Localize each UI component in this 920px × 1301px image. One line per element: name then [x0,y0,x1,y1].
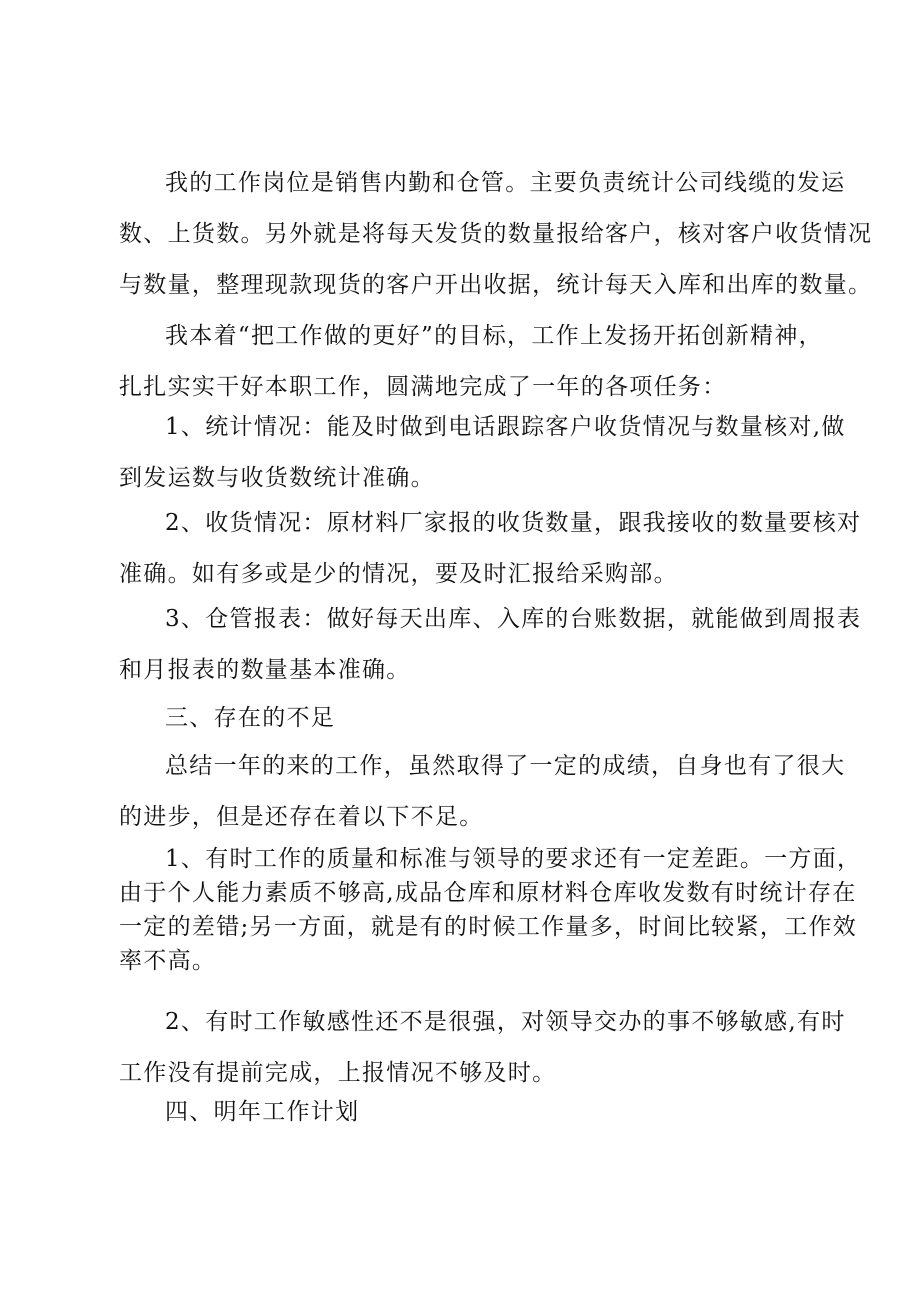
text-line: 率不高。 [119,948,217,974]
section-heading-next-year [119,1087,839,1138]
text-line: 2、有时工作敏感性还不是很强，对领导交办的事不够敏感,有时 [165,1009,846,1035]
text-line: 1、有时工作的质量和标准与领导的要求还有一定差距。一方面， [165,846,862,872]
text-line: 数、上货数。另外就是将每天发货的数量报给客户，核对客户收货情况 [119,221,873,247]
text-line: 3、仓管报表：做好每天出库、入库的台账数据，就能做到周报表 [165,606,862,632]
text-line: 扎扎实实干好本职工作，圆满地完成了一年的各项任务： [119,374,727,400]
paragraph-item-receiving [119,498,862,600]
section-heading-shortcomings [119,693,839,744]
paragraph-item-statistics [119,402,846,504]
text-line: 的进步，但是还存在着以下不足。 [119,804,484,830]
text-line: 由于个人能力素质不够高,成品仓库和原材料仓库收发数有时统计存在 [119,880,857,906]
text-line: 1、统计情况：能及时做到电话跟踪客户收货情况与数量核对,做 [165,414,846,440]
text-line: 我本着“把工作做的更好”的目标，工作上发扬开拓创新精神， [165,323,823,349]
text-line: 一定的差错;另一方面，就是有的时候工作量多，时间比较紧，工作效 [119,914,858,940]
text-line: 到发运数与收货数统计准确。 [119,465,435,491]
text-line: 四、明年工作计划 [165,1099,360,1125]
text-line: 和月报表的数量基本准确。 [119,657,411,683]
paragraph-item-reports [119,594,862,696]
text-line: 工作没有提前完成，上报情况不够及时。 [119,1060,557,1086]
paragraph-summary [119,741,846,843]
text-line: 三、存在的不足 [165,705,336,731]
text-line: 2、收货情况：原材料厂家报的收货数量，跟我接收的数量要核对 [165,510,862,536]
text-line: 与数量，整理现款现货的客户开出收据，统计每天入库和出库的数量。 [119,272,873,298]
text-line: 总结一年的来的工作，虽然取得了一定的成绩，自身也有了很大 [165,753,846,779]
text-line: 我的工作岗位是销售内勤和仓管。主要负责统计公司线缆的发运 [165,170,846,196]
paragraph-work-attitude [119,311,839,413]
text-line: 准确。如有多或是少的情况，要及时汇报给采购部。 [119,561,678,587]
paragraph-shortcoming-1 [119,842,862,978]
paragraph-shortcoming-2 [119,997,846,1099]
paragraph-job-duties [119,158,873,311]
